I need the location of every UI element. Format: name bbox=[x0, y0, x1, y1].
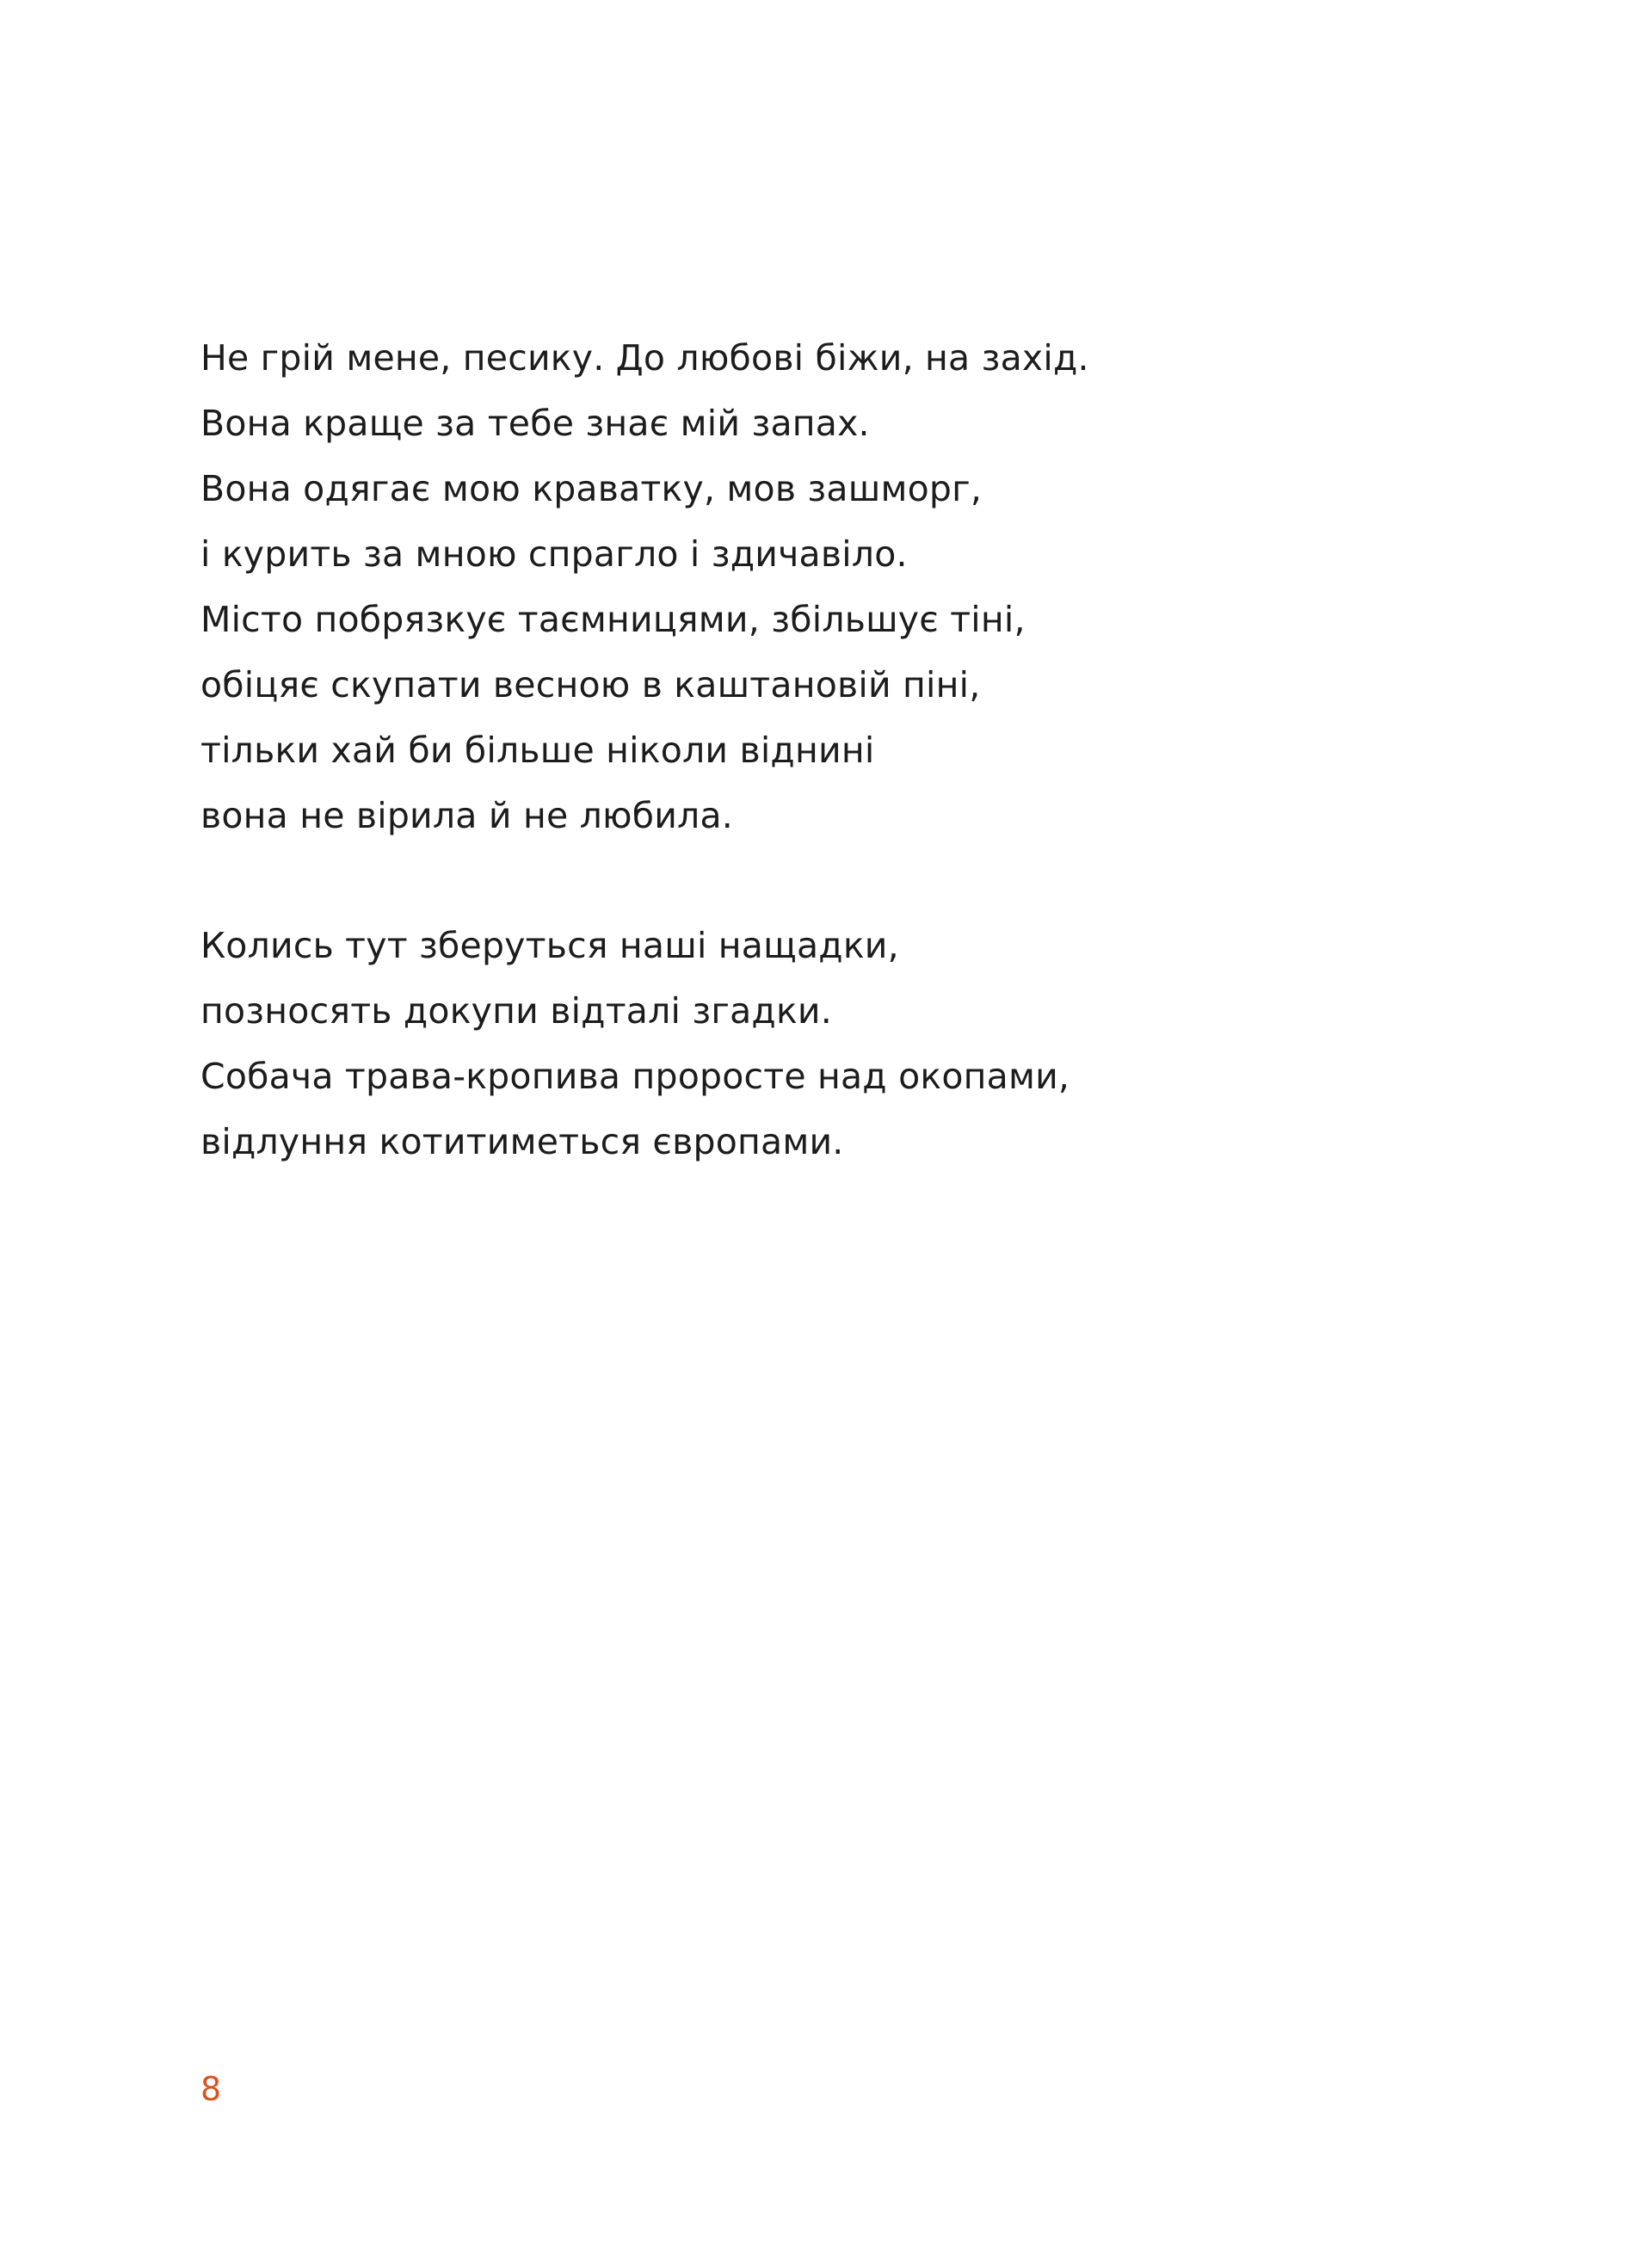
page-number: 8 bbox=[200, 2070, 222, 2108]
stanza-2 bbox=[200, 913, 1491, 1174]
poem-body bbox=[200, 325, 1491, 1239]
poem-line: Місто побрязкує таємницями, збільшує тіні, bbox=[200, 599, 1026, 640]
poem-line: вона не вірила й не любила. bbox=[200, 795, 734, 836]
poem-line: і курить за мною спрагло і здичавіло. bbox=[200, 533, 908, 575]
poem-line: Вона одягає мою краватку, мов зашморг, bbox=[200, 468, 983, 509]
poem-line: тільки хай би більше ніколи віднині bbox=[200, 730, 875, 771]
stanza-1 bbox=[200, 325, 1491, 848]
poem-line: позносять докупи відталі згадки. bbox=[200, 990, 833, 1032]
poem-line: Вона краще за тебе знає мій запах. bbox=[200, 403, 870, 444]
poem-line: Не грій мене, песику. До любові біжи, на захід. bbox=[200, 337, 1089, 379]
poem-line: Собача трава-кропива проросте над окопами, bbox=[200, 1056, 1070, 1097]
poem-line: відлуння котитиметься європами. bbox=[200, 1121, 844, 1162]
poem-line: обіцяє скупати весною в каштановій піні, bbox=[200, 664, 981, 706]
poem-line: Колись тут зберуться наші нащадки, bbox=[200, 925, 899, 966]
